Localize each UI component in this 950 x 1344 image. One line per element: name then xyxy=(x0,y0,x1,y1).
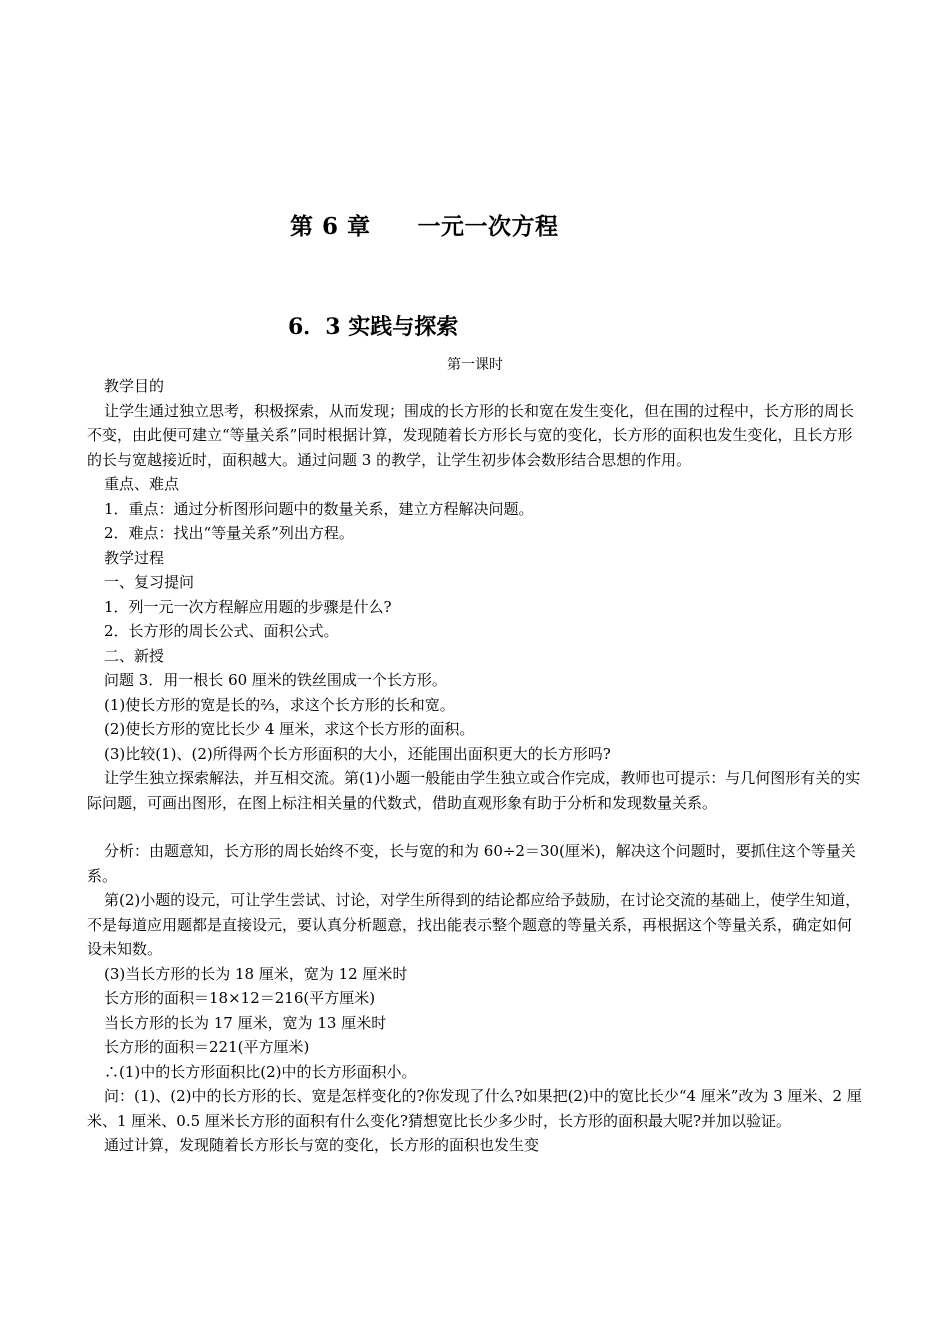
paragraph: 第(2)小题的设元，可让学生尝试、讨论，对学生所得到的结论都应给予鼓励，在讨论交流的基础上，使学生知道，不是每道应用题都是直接设元，要认真分析题意，找出能表示整个题意的等量关系，再根据这个等量关系，确定如何设未知数。 xyxy=(87,891,861,958)
paragraph: 通过计算，发现随着长方形长与宽的变化，长方形的面积也发生变 xyxy=(104,1136,540,1154)
paragraph: 2．难点：找出“等量关系”列出方程。 xyxy=(104,524,354,542)
paragraph-heading-review: 一、复习提问 xyxy=(104,573,195,591)
paragraph-heading-new: 二、新授 xyxy=(104,646,165,665)
paragraph: 1．列一元一次方程解应用题的步骤是什么? xyxy=(104,597,392,616)
document-body xyxy=(87,374,865,1158)
paragraph: 长方形的面积＝221(平方厘米) xyxy=(104,1038,310,1056)
paragraph: 长方形的面积＝18×12＝216(平方厘米) xyxy=(104,989,376,1007)
paragraph-problem: 问题 3．用一根长 60 厘米的铁丝围成一个长方形。 xyxy=(104,671,447,689)
paragraph: 当长方形的长为 17 厘米，宽为 13 厘米时 xyxy=(104,1013,387,1032)
paragraph-analysis: 分析：由题意知，长方形的周长始终不变，长与宽的和为 60÷2＝30(厘米)，解决这个问题时，要抓住这个等量关系。 xyxy=(87,842,856,885)
paragraph-problem-part: (3)比较(1)、(2)所得两个长方形面积的大小，还能围出面积更大的长方形吗? xyxy=(104,744,611,763)
paragraph: (3)当长方形的长为 18 厘米，宽为 12 厘米时 xyxy=(104,964,408,983)
paragraph: 2．长方形的周长公式、面积公式。 xyxy=(104,622,339,640)
paragraph-heading-process: 教学过程 xyxy=(104,548,165,567)
lesson-label: 第一课时 xyxy=(447,357,503,373)
paragraph-heading-key-points: 重点、难点 xyxy=(104,475,180,493)
section-title: 6．3 实践与探索 xyxy=(288,314,459,340)
paragraph: 1．重点：通过分析图形问题中的数量关系，建立方程解决问题。 xyxy=(104,499,534,518)
paragraph-problem-part: (1)使长方形的宽是长的⅔，求这个长方形的长和宽。 xyxy=(104,695,455,714)
paragraph: 让学生独立探索解法，并互相交流。第(1)小题一般能由学生独立或合作完成，教师也可提示：与几何图形有关的实际问题，可画出图形，在图上标注相关量的代数式，借助直观形象有助于分析和发现数量关系。 xyxy=(87,769,861,812)
paragraph-heading-objectives: 教学目的 xyxy=(104,377,165,395)
paragraph: 让学生通过独立思考，积极探索，从而发现；围成的长方形的长和宽在发生变化，但在围的过程中，长方形的周长不变，由此便可建立“等量关系”同时根据计算，发现随着长方形长与宽的变化，长方形的面积也发生变化，且长方形的长与宽越接近时，面积越大。通过问题 3 的教学，让学生初步体会数形结合思想的作用。 xyxy=(87,401,855,469)
paragraph-conclusion: ∴(1)中的长方形面积比(2)中的长方形面积小。 xyxy=(104,1062,417,1081)
paragraph-problem-part: (2)使长方形的宽比长少 4 厘米，求这个长方形的面积。 xyxy=(104,720,475,738)
chapter-title: 第 6 章 一元一次方程 xyxy=(290,213,559,240)
paragraph-question: 问：(1)、(2)中的长方形的长、宽是怎样变化的?你发现了什么?如果把(2)中的宽比长少“4 厘米”改为 3 厘米、2 厘米、1 厘米、0.5 厘米长方形的面积有什么变化?猜想宽比长少多少时，长方形的面积最大呢?并加以验证。 xyxy=(87,1087,862,1130)
